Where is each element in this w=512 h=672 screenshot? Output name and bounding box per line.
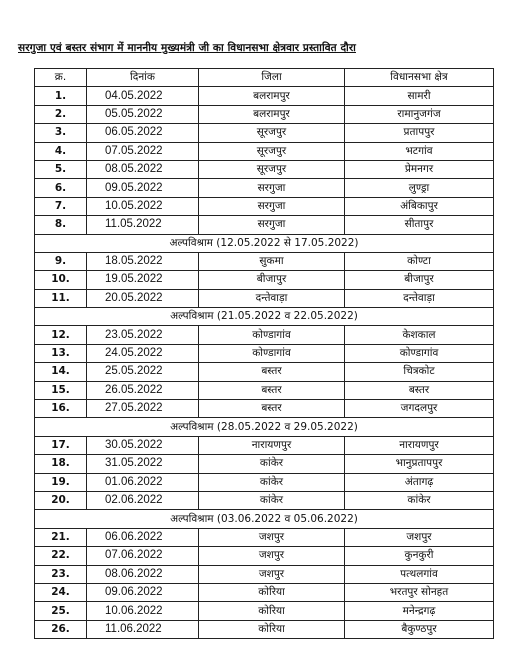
- constituency-cell: कुनकुरी: [345, 547, 494, 565]
- serial-cell: 11.: [35, 289, 87, 307]
- table-row: [35, 363, 494, 381]
- serial-cell: 18.: [35, 455, 87, 473]
- schedule-table: [34, 68, 494, 639]
- district-cell: जशपुर: [199, 547, 345, 565]
- date-cell: 04.05.2022: [87, 87, 199, 105]
- district-cell: नारायणपुर: [199, 436, 345, 454]
- table-row: [35, 289, 494, 307]
- district-cell: बलरामपुर: [199, 87, 345, 105]
- serial-cell: 15.: [35, 381, 87, 399]
- district-cell: सरगुजा: [199, 197, 345, 215]
- district-cell: दन्तेवाड़ा: [199, 289, 345, 307]
- constituency-cell: बीजापुर: [345, 271, 494, 289]
- rest-break-row: [35, 308, 494, 326]
- constituency-cell: सामरी: [345, 87, 494, 105]
- district-cell: सरगुजा: [199, 179, 345, 197]
- district-cell: बस्तर: [199, 363, 345, 381]
- district-cell: सूरजपुर: [199, 160, 345, 178]
- date-cell: 07.06.2022: [87, 547, 199, 565]
- serial-cell: 5.: [35, 160, 87, 178]
- district-cell: कोण्डागांव: [199, 344, 345, 362]
- district-cell: जशपुर: [199, 565, 345, 583]
- table-row: [35, 473, 494, 491]
- date-cell: 10.05.2022: [87, 197, 199, 215]
- serial-cell: 24.: [35, 583, 87, 601]
- constituency-cell: अंतागढ़: [345, 473, 494, 491]
- serial-cell: 26.: [35, 620, 87, 638]
- serial-cell: 25.: [35, 602, 87, 620]
- constituency-cell: कोण्टा: [345, 252, 494, 270]
- constituency-cell: प्रतापपुर: [345, 124, 494, 142]
- rest-break-row: [35, 234, 494, 252]
- date-cell: 23.05.2022: [87, 326, 199, 344]
- district-cell: जशपुर: [199, 528, 345, 546]
- date-cell: 11.06.2022: [87, 620, 199, 638]
- serial-cell: 3.: [35, 124, 87, 142]
- table-row: [35, 142, 494, 160]
- serial-cell: 9.: [35, 252, 87, 270]
- district-cell: कांकेर: [199, 473, 345, 491]
- date-cell: 08.05.2022: [87, 160, 199, 178]
- date-cell: 09.05.2022: [87, 179, 199, 197]
- district-cell: कोरिया: [199, 583, 345, 601]
- date-cell: 02.06.2022: [87, 491, 199, 509]
- date-cell: 08.06.2022: [87, 565, 199, 583]
- serial-cell: 12.: [35, 326, 87, 344]
- table-row: [35, 436, 494, 454]
- serial-cell: 2.: [35, 105, 87, 123]
- rest-break-row: [35, 510, 494, 528]
- constituency-cell: मनेन्द्रगढ़: [345, 602, 494, 620]
- table-row: [35, 344, 494, 362]
- date-cell: 06.05.2022: [87, 124, 199, 142]
- constituency-cell: पत्थलगांव: [345, 565, 494, 583]
- date-cell: 25.05.2022: [87, 363, 199, 381]
- rest-break-label: अल्पविश्राम (12.05.2022 से 17.05.2022): [35, 234, 494, 252]
- table-row: [35, 528, 494, 546]
- table-row: [35, 179, 494, 197]
- rest-break-row: [35, 418, 494, 436]
- district-cell: कांकेर: [199, 491, 345, 509]
- district-cell: बलरामपुर: [199, 105, 345, 123]
- date-cell: 11.05.2022: [87, 216, 199, 234]
- date-cell: 18.05.2022: [87, 252, 199, 270]
- constituency-cell: जगदलपुर: [345, 400, 494, 418]
- constituency-cell: बैकुण्ठपुर: [345, 620, 494, 638]
- serial-cell: 14.: [35, 363, 87, 381]
- table-row: [35, 197, 494, 215]
- constituency-cell: सीतापुर: [345, 216, 494, 234]
- date-cell: 31.05.2022: [87, 455, 199, 473]
- serial-cell: 1.: [35, 87, 87, 105]
- rest-break-label: अल्पविश्राम (03.06.2022 व 05.06.2022): [35, 510, 494, 528]
- serial-cell: 16.: [35, 400, 87, 418]
- district-cell: कोरिया: [199, 602, 345, 620]
- table-row: [35, 381, 494, 399]
- district-cell: बस्तर: [199, 381, 345, 399]
- constituency-cell: नारायणपुर: [345, 436, 494, 454]
- header-district: जिला: [199, 69, 345, 87]
- table-row: [35, 105, 494, 123]
- table-row: [35, 620, 494, 638]
- date-cell: 09.06.2022: [87, 583, 199, 601]
- serial-cell: 4.: [35, 142, 87, 160]
- date-cell: 01.06.2022: [87, 473, 199, 491]
- table-row: [35, 400, 494, 418]
- constituency-cell: प्रेमनगर: [345, 160, 494, 178]
- serial-cell: 20.: [35, 491, 87, 509]
- constituency-cell: भानुप्रतापपुर: [345, 455, 494, 473]
- table-row: [35, 455, 494, 473]
- table-row: [35, 160, 494, 178]
- date-cell: 07.05.2022: [87, 142, 199, 160]
- district-cell: सूरजपुर: [199, 142, 345, 160]
- district-cell: कोरिया: [199, 620, 345, 638]
- table-row: [35, 87, 494, 105]
- table-row: [35, 491, 494, 509]
- serial-cell: 22.: [35, 547, 87, 565]
- serial-cell: 21.: [35, 528, 87, 546]
- table-row: [35, 547, 494, 565]
- district-cell: सुकमा: [199, 252, 345, 270]
- date-cell: 24.05.2022: [87, 344, 199, 362]
- table-row: [35, 271, 494, 289]
- date-cell: 30.05.2022: [87, 436, 199, 454]
- constituency-cell: दन्तेवाड़ा: [345, 289, 494, 307]
- district-cell: सरगुजा: [199, 216, 345, 234]
- date-cell: 10.06.2022: [87, 602, 199, 620]
- table-row: [35, 216, 494, 234]
- table-header-row: [35, 69, 494, 87]
- constituency-cell: जशपुर: [345, 528, 494, 546]
- table-row: [35, 124, 494, 142]
- table-row: [35, 565, 494, 583]
- constituency-cell: लुण्ड्रा: [345, 179, 494, 197]
- rest-break-label: अल्पविश्राम (21.05.2022 व 22.05.2022): [35, 308, 494, 326]
- header-date: दिनांक: [87, 69, 199, 87]
- serial-cell: 13.: [35, 344, 87, 362]
- date-cell: 27.05.2022: [87, 400, 199, 418]
- constituency-cell: चित्रकोट: [345, 363, 494, 381]
- table-row: [35, 326, 494, 344]
- date-cell: 06.06.2022: [87, 528, 199, 546]
- table-row: [35, 602, 494, 620]
- constituency-cell: कांकेर: [345, 491, 494, 509]
- table-row: [35, 252, 494, 270]
- serial-cell: 8.: [35, 216, 87, 234]
- rest-break-label: अल्पविश्राम (28.05.2022 व 29.05.2022): [35, 418, 494, 436]
- district-cell: बस्तर: [199, 400, 345, 418]
- document-title: सरगुजा एवं बस्तर संभाग में माननीय मुख्यमंत्री जी का विधानसभा क्षेत्रवार प्रस्तावित दौरा: [18, 42, 356, 54]
- district-cell: कांकेर: [199, 455, 345, 473]
- table-row: [35, 583, 494, 601]
- date-cell: 19.05.2022: [87, 271, 199, 289]
- header-constituency: विधानसभा क्षेत्र: [345, 69, 494, 87]
- table-body: [35, 87, 494, 639]
- constituency-cell: बस्तर: [345, 381, 494, 399]
- district-cell: सूरजपुर: [199, 124, 345, 142]
- constituency-cell: भटगांव: [345, 142, 494, 160]
- constituency-cell: रामानुजगंज: [345, 105, 494, 123]
- district-cell: बीजापुर: [199, 271, 345, 289]
- constituency-cell: भरतपुर सोनहत: [345, 583, 494, 601]
- serial-cell: 17.: [35, 436, 87, 454]
- serial-cell: 10.: [35, 271, 87, 289]
- district-cell: कोण्डागांव: [199, 326, 345, 344]
- header-serial: क्र.: [35, 69, 87, 87]
- serial-cell: 23.: [35, 565, 87, 583]
- date-cell: 26.05.2022: [87, 381, 199, 399]
- date-cell: 20.05.2022: [87, 289, 199, 307]
- date-cell: 05.05.2022: [87, 105, 199, 123]
- serial-cell: 6.: [35, 179, 87, 197]
- constituency-cell: केशकाल: [345, 326, 494, 344]
- constituency-cell: कोण्डागांव: [345, 344, 494, 362]
- serial-cell: 7.: [35, 197, 87, 215]
- serial-cell: 19.: [35, 473, 87, 491]
- constituency-cell: अंबिकापुर: [345, 197, 494, 215]
